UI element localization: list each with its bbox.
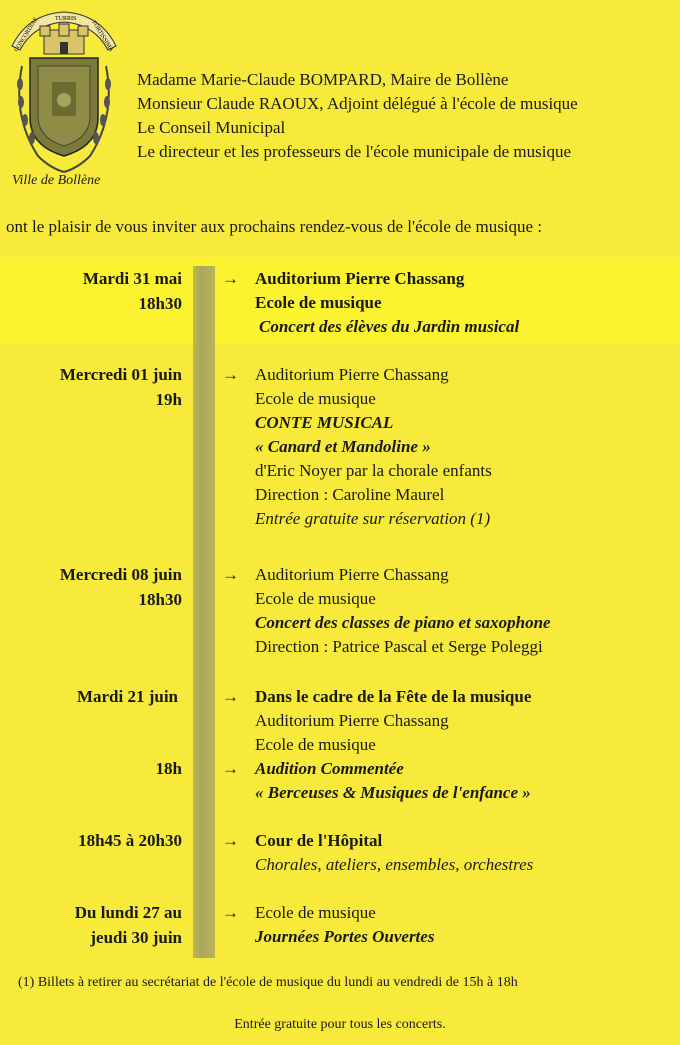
event-note: Entrée gratuite sur réservation (1) bbox=[255, 509, 491, 528]
bollene-crest-logo bbox=[8, 6, 120, 196]
event-place: Ecole de musique bbox=[255, 735, 376, 754]
footer-note: Entrée gratuite pour tous les concerts. bbox=[234, 1017, 446, 1032]
event-subtitle: « Berceuses & Musiques de l'enfance » bbox=[255, 783, 531, 802]
event-time: 18h bbox=[155, 759, 182, 778]
event-place: Ecole de musique bbox=[255, 389, 376, 408]
event-subtitle: « Canard et Mandoline » bbox=[255, 437, 431, 456]
event-date-start: Du lundi 27 au bbox=[74, 903, 182, 922]
event-title: Journées Portes Ouvertes bbox=[255, 927, 435, 946]
event-direction: Direction : Caroline Maurel bbox=[255, 485, 445, 504]
header-line-mayor: Madame Marie-Claude BOMPARD, Maire de Bollène bbox=[137, 70, 509, 89]
header-line-director: Le directeur et les professeurs de l'école municipale de musique bbox=[137, 142, 572, 161]
event-place: Ecole de musique bbox=[255, 293, 382, 312]
intro-text: ont le plaisir de vous inviter aux prochains rendez-vous de l'école de musique : bbox=[6, 217, 543, 236]
invitation-header bbox=[137, 68, 578, 164]
timeline-bar bbox=[193, 266, 215, 958]
event-description: Chorales, ateliers, ensembles, orchestres bbox=[255, 855, 534, 874]
event-place: Ecole de musique bbox=[255, 903, 376, 922]
event-venue: Auditorium Pierre Chassang bbox=[255, 711, 449, 730]
footnote: (1) Billets à retirer au secrétariat de l'école de musique du lundi au vendredi de 15h à 18h bbox=[18, 975, 518, 990]
event-time: 19h bbox=[155, 390, 182, 409]
crest-banner-right: FORTISSIMA bbox=[90, 19, 115, 54]
event-date: Mardi 21 juin bbox=[76, 687, 178, 706]
crest-banner-center: TURRIS bbox=[55, 16, 77, 22]
event-venue: Cour de l'Hôpital bbox=[255, 831, 383, 850]
event-date: Mercredi 08 juin bbox=[59, 565, 182, 584]
event-direction: Direction : Patrice Pascal et Serge Poleggi bbox=[255, 637, 543, 656]
event-title: Concert des classes de piano et saxophone bbox=[255, 613, 551, 632]
crest-caption: Ville de Bollène bbox=[12, 173, 101, 188]
event-venue: Auditorium Pierre Chassang bbox=[255, 269, 465, 288]
event-time: 18h30 bbox=[138, 590, 182, 609]
arrow-icon: → bbox=[222, 831, 239, 850]
event-time: 18h45 à 20h30 bbox=[78, 831, 182, 850]
event-title: CONTE MUSICAL bbox=[255, 413, 394, 432]
event-date: Mercredi 01 juin bbox=[59, 365, 182, 384]
event-date: Mardi 31 mai bbox=[82, 269, 182, 288]
crest-banner-left: CONCORDIAE bbox=[13, 16, 40, 54]
event-place: Ecole de musique bbox=[255, 589, 376, 608]
event-time: 18h30 bbox=[138, 294, 182, 313]
arrow-icon: → bbox=[222, 565, 239, 584]
arrow-icon: → bbox=[222, 759, 239, 778]
arrow-icon: → bbox=[222, 269, 239, 288]
arrow-icon: → bbox=[222, 903, 239, 922]
arrow-icon: → bbox=[222, 687, 239, 706]
event-title: Audition Commentée bbox=[255, 759, 404, 778]
header-line-council: Le Conseil Municipal bbox=[137, 118, 286, 137]
arrow-icon: → bbox=[222, 365, 239, 384]
event-date-end: jeudi 30 juin bbox=[90, 928, 182, 947]
event-venue: Auditorium Pierre Chassang bbox=[255, 365, 449, 384]
header-line-deputy: Monsieur Claude RAOUX, Adjoint délégué à l'école de musique bbox=[137, 94, 578, 113]
event-title: Concert des élèves du Jardin musical bbox=[259, 317, 520, 336]
event-venue: Auditorium Pierre Chassang bbox=[255, 565, 449, 584]
event-context: Dans le cadre de la Fête de la musique bbox=[255, 687, 532, 706]
event-performer: d'Eric Noyer par la chorale enfants bbox=[255, 461, 492, 480]
